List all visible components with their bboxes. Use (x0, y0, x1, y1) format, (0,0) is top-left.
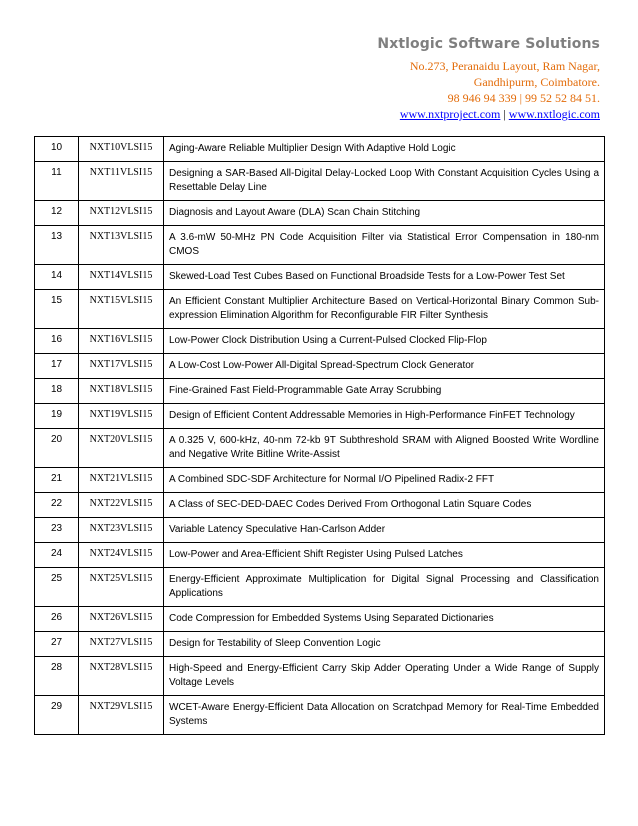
table-row (35, 404, 605, 429)
project-title: Designing a SAR-Based All-Digital Delay-Locked Loop With Constant Acquisition Cycles Using a Resettable Delay Line (164, 162, 605, 201)
table-row (35, 468, 605, 493)
project-code: NXT28VLSI15 (79, 657, 164, 696)
project-code: NXT12VLSI15 (79, 201, 164, 226)
project-code: NXT10VLSI15 (79, 137, 164, 162)
project-code: NXT21VLSI15 (79, 468, 164, 493)
project-code: NXT23VLSI15 (79, 518, 164, 543)
table-row (35, 632, 605, 657)
project-code: NXT29VLSI15 (79, 696, 164, 735)
row-number: 25 (35, 568, 79, 607)
table-row (35, 493, 605, 518)
project-title: Energy-Efficient Approximate Multiplication for Digital Signal Processing and Classification Applications (164, 568, 605, 607)
table-row (35, 568, 605, 607)
table-row (35, 607, 605, 632)
row-number: 10 (35, 137, 79, 162)
project-code: NXT16VLSI15 (79, 329, 164, 354)
address-line-2: Gandhipurm, Coimbatore. (473, 75, 600, 89)
row-number: 27 (35, 632, 79, 657)
table-row (35, 379, 605, 404)
table-row (35, 696, 605, 735)
address-line-1: No.273, Peranaidu Layout, Ram Nagar, (409, 59, 600, 73)
row-number: 26 (35, 607, 79, 632)
table-row (35, 329, 605, 354)
project-code: NXT14VLSI15 (79, 265, 164, 290)
website-links (377, 106, 600, 123)
row-number: 16 (35, 329, 79, 354)
row-number: 29 (35, 696, 79, 735)
table-row (35, 137, 605, 162)
row-number: 20 (35, 429, 79, 468)
project-code: NXT27VLSI15 (79, 632, 164, 657)
project-title: Skewed-Load Test Cubes Based on Functional Broadside Tests for a Low-Power Test Set (164, 265, 605, 290)
link-separator: | (503, 107, 506, 121)
project-code: NXT15VLSI15 (79, 290, 164, 329)
row-number: 24 (35, 543, 79, 568)
table-row (35, 265, 605, 290)
project-code: NXT18VLSI15 (79, 379, 164, 404)
project-title: A Combined SDC-SDF Architecture for Normal I/O Pipelined Radix-2 FFT (164, 468, 605, 493)
project-code: NXT25VLSI15 (79, 568, 164, 607)
table-row (35, 201, 605, 226)
project-list-table (34, 136, 605, 735)
project-title: High-Speed and Energy-Efficient Carry Skip Adder Operating Under a Wide Range of Supply Voltage Levels (164, 657, 605, 696)
project-code: NXT17VLSI15 (79, 354, 164, 379)
project-title: Aging-Aware Reliable Multiplier Design With Adaptive Hold Logic (164, 137, 605, 162)
row-number: 13 (35, 226, 79, 265)
project-title: WCET-Aware Energy-Efficient Data Allocation on Scratchpad Memory for Real-Time Embedded Systems (164, 696, 605, 735)
project-title: A 3.6-mW 50-MHz PN Code Acquisition Filter via Statistical Error Compensation in 180-nm CMOS (164, 226, 605, 265)
project-list-body (35, 137, 605, 735)
website-link-nxtlogic[interactable]: www.nxtlogic.com (508, 107, 600, 121)
project-title: Design of Efficient Content Addressable Memories in High-Performance FinFET Technology (164, 404, 605, 429)
company-name: Nxtlogic Software Solutions (377, 36, 600, 52)
table-row (35, 518, 605, 543)
project-title: Low-Power and Area-Efficient Shift Register Using Pulsed Latches (164, 543, 605, 568)
project-code: NXT24VLSI15 (79, 543, 164, 568)
project-title: Code Compression for Embedded Systems Using Separated Dictionaries (164, 607, 605, 632)
project-title: Design for Testability of Sleep Convention Logic (164, 632, 605, 657)
table-row (35, 290, 605, 329)
project-code: NXT11VLSI15 (79, 162, 164, 201)
letterhead (377, 36, 600, 123)
project-code: NXT20VLSI15 (79, 429, 164, 468)
row-number: 14 (35, 265, 79, 290)
project-code: NXT26VLSI15 (79, 607, 164, 632)
project-code: NXT22VLSI15 (79, 493, 164, 518)
row-number: 18 (35, 379, 79, 404)
project-code: NXT13VLSI15 (79, 226, 164, 265)
phone-numbers: 98 946 94 339 | 99 52 52 84 51. (447, 91, 600, 105)
table-row (35, 162, 605, 201)
website-link-nxtproject[interactable]: www.nxtproject.com (399, 107, 501, 121)
row-number: 12 (35, 201, 79, 226)
table-row (35, 354, 605, 379)
row-number: 23 (35, 518, 79, 543)
project-title: An Efficient Constant Multiplier Architecture Based on Vertical-Horizontal Binary Common Sub-expression Elimination Algorithm for Reconfigurable FIR Filter Synthesis (164, 290, 605, 329)
row-number: 21 (35, 468, 79, 493)
row-number: 22 (35, 493, 79, 518)
project-title: Fine-Grained Fast Field-Programmable Gate Array Scrubbing (164, 379, 605, 404)
project-title: Variable Latency Speculative Han-Carlson Adder (164, 518, 605, 543)
project-code: NXT19VLSI15 (79, 404, 164, 429)
row-number: 17 (35, 354, 79, 379)
project-title: Low-Power Clock Distribution Using a Current-Pulsed Clocked Flip-Flop (164, 329, 605, 354)
project-title: A Class of SEC-DED-DAEC Codes Derived From Orthogonal Latin Square Codes (164, 493, 605, 518)
table-row (35, 226, 605, 265)
project-title: Diagnosis and Layout Aware (DLA) Scan Chain Stitching (164, 201, 605, 226)
row-number: 19 (35, 404, 79, 429)
row-number: 15 (35, 290, 79, 329)
table-row (35, 657, 605, 696)
row-number: 11 (35, 162, 79, 201)
table-row (35, 429, 605, 468)
project-title: A Low-Cost Low-Power All-Digital Spread-Spectrum Clock Generator (164, 354, 605, 379)
project-title: A 0.325 V, 600-kHz, 40-nm 72-kb 9T Subthreshold SRAM with Aligned Boosted Write Wordline and Negative Write Bitline Write-Assist (164, 429, 605, 468)
table-row (35, 543, 605, 568)
row-number: 28 (35, 657, 79, 696)
